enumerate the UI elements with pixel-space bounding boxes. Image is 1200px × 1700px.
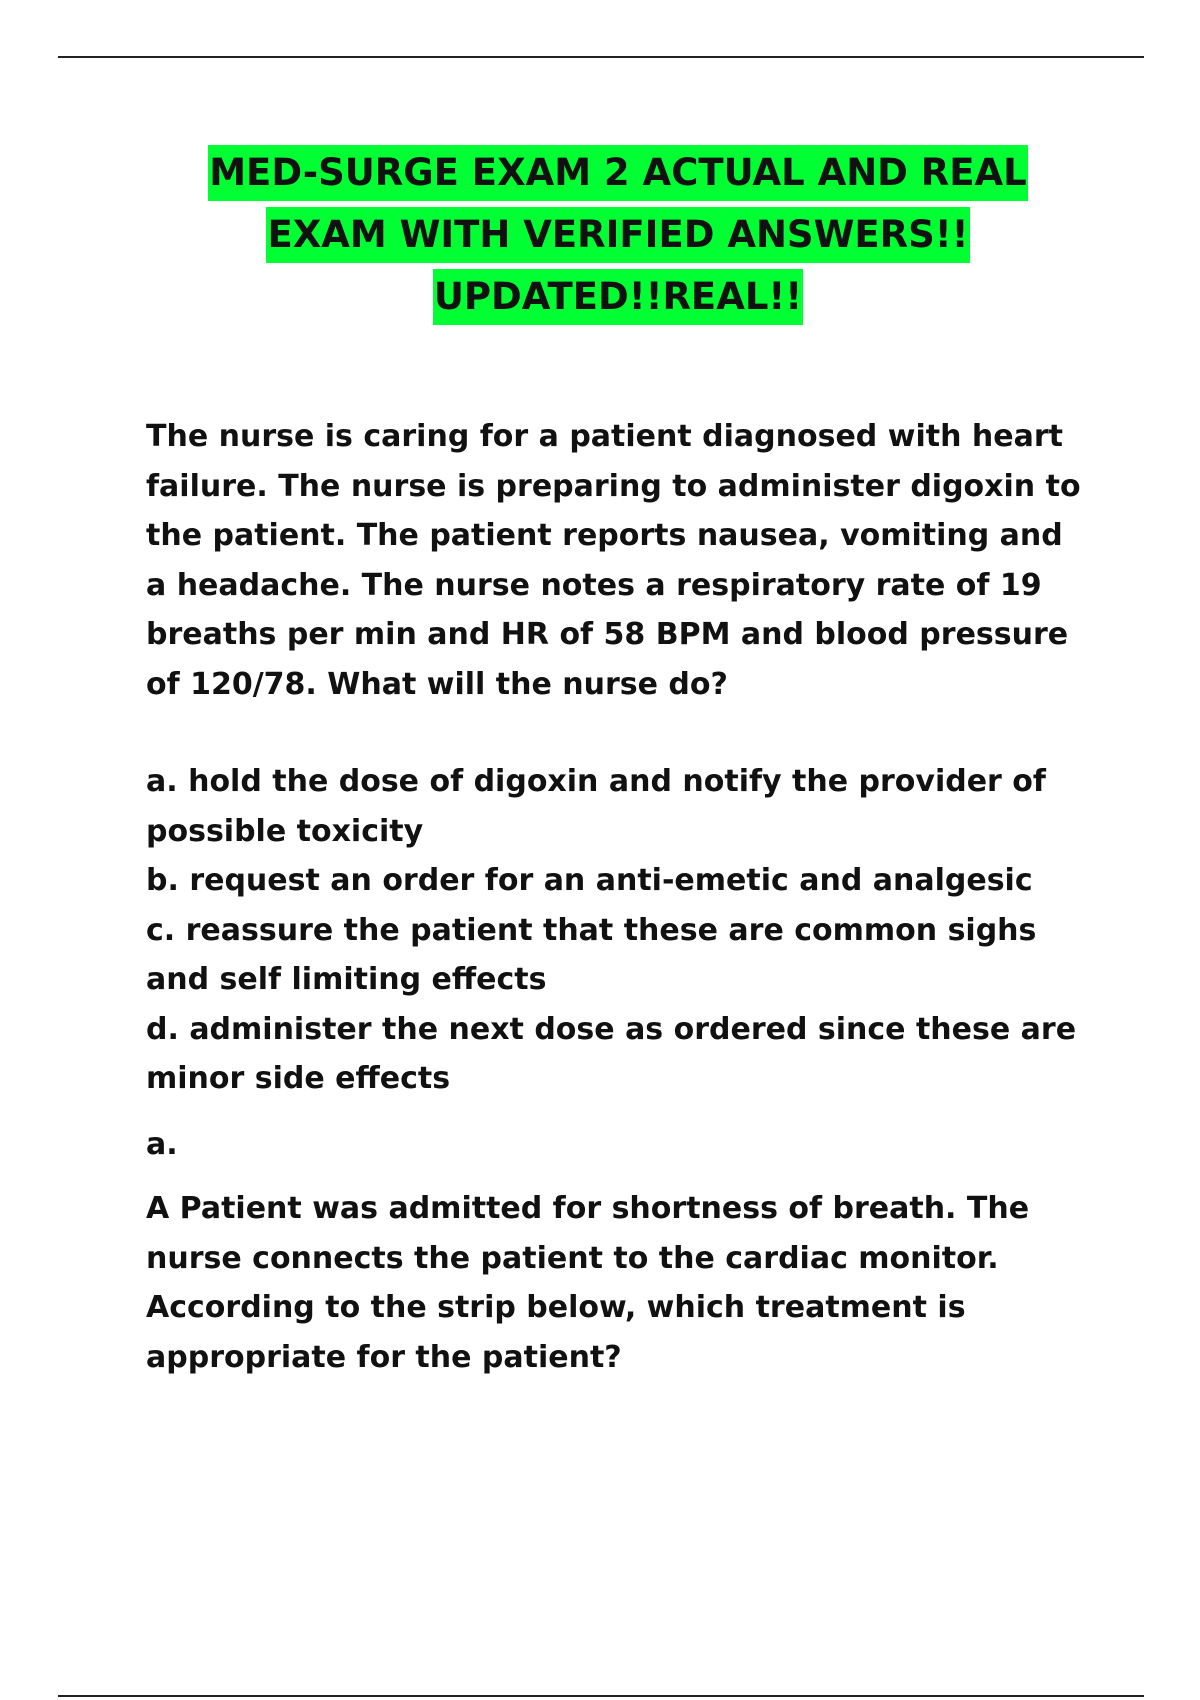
option-c: c. reassure the patient that these are common sighs and self limiting effects	[146, 912, 1037, 997]
question-2-stem: A Patient was admitted for shortness of breath. The nurse connects the patient to the cardiac monitor. According to the strip below, which treatment is appropriate for the patient?	[146, 1191, 1030, 1375]
title-line-2: EXAM WITH VERIFIED ANSWERS!!	[266, 207, 969, 263]
title-line-3: UPDATED!!REAL!!	[433, 269, 803, 325]
option-b: b. request an order for an anti-emetic and analgesic	[146, 863, 1033, 898]
option-d: d. administer the next dose as ordered since these are minor side effects	[146, 1011, 1077, 1096]
question-1-options	[146, 757, 1086, 1104]
document-body	[146, 412, 1086, 1382]
question-1-answer: a.	[146, 1126, 178, 1162]
question-1-stem: The nurse is caring for a patient diagnosed with heart failure. The nurse is preparing to administer digoxin to the patient. The patient reports nausea, vomiting and a headache. The nurse notes a respiratory rate of 19 breaths per min and HR of 58 BPM and blood pressure of 120/78. What will the nurse do?	[146, 419, 1081, 702]
top-divider	[58, 56, 1144, 58]
title-line-1: MED-SURGE EXAM 2 ACTUAL AND REAL	[208, 145, 1028, 201]
bottom-divider	[58, 1695, 1144, 1697]
document-title	[120, 142, 1116, 328]
option-a: a. hold the dose of digoxin and notify the provider of possible toxicity	[146, 764, 1046, 849]
